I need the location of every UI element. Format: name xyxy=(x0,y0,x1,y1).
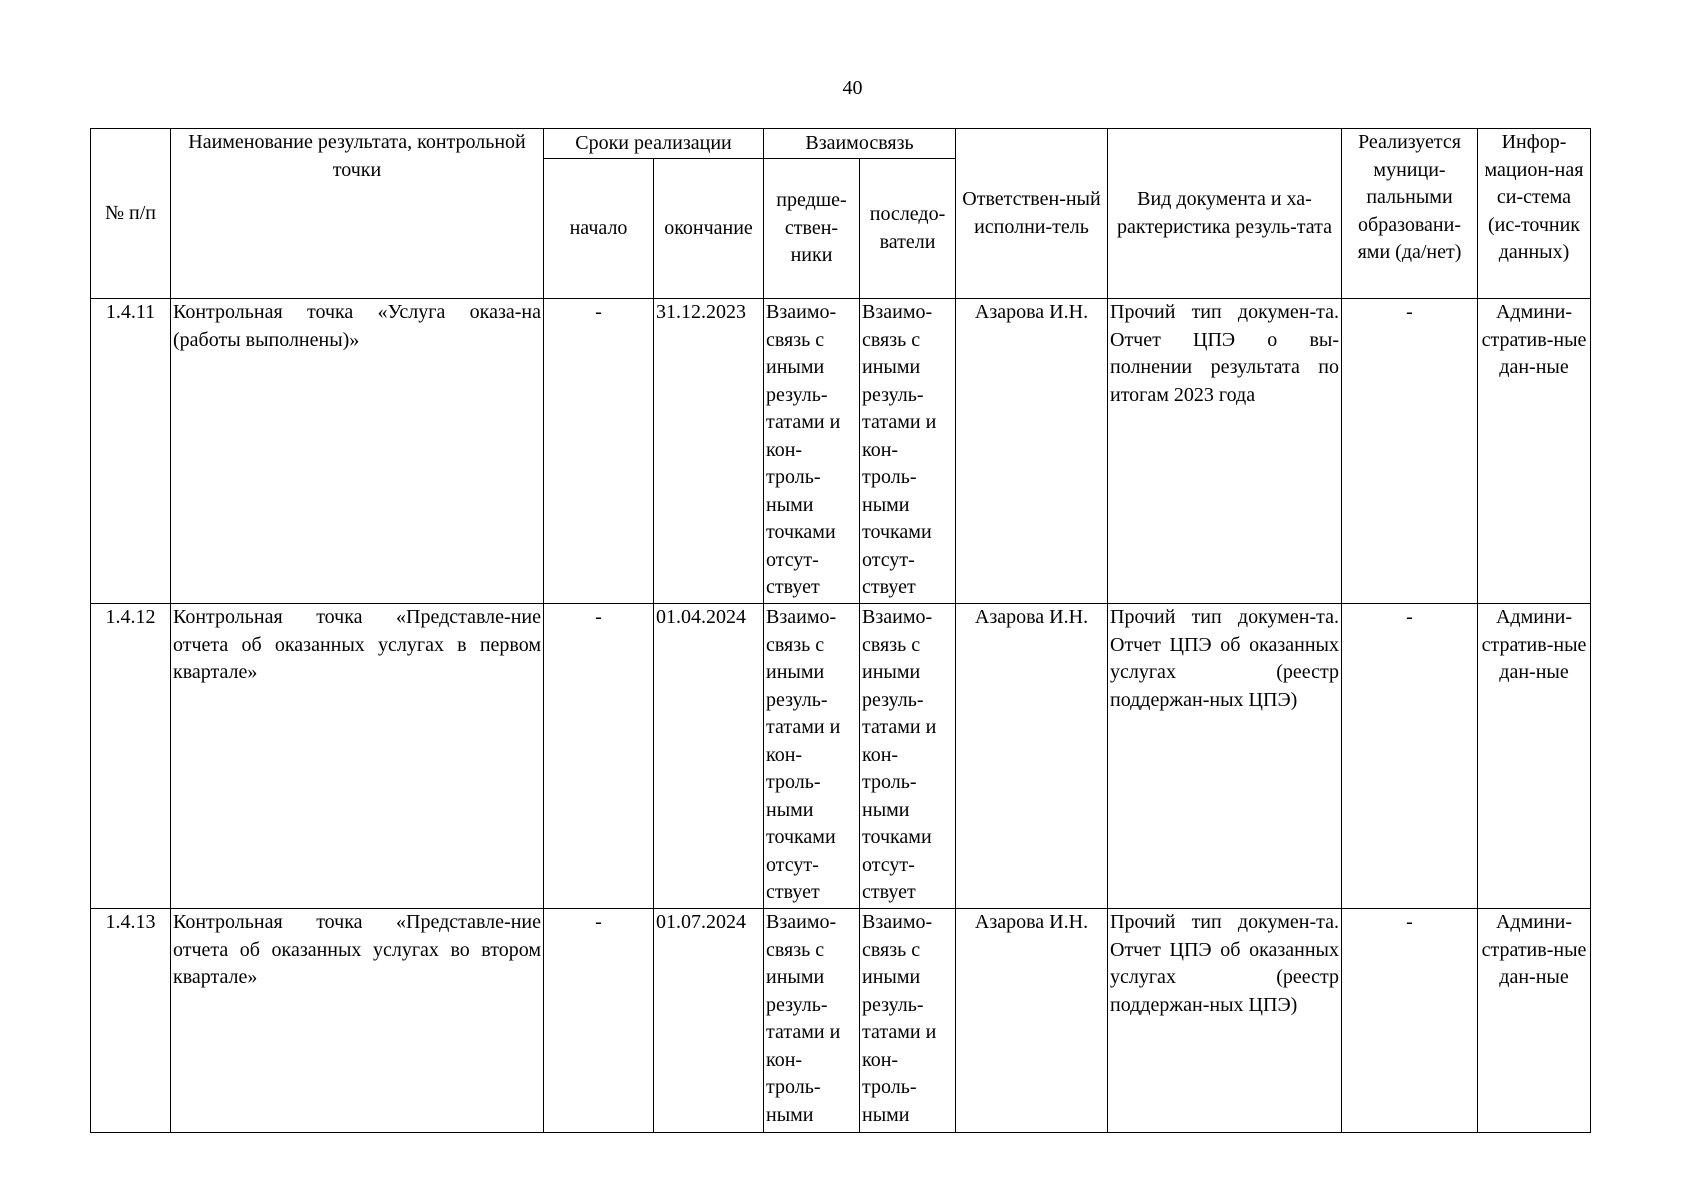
row-predecessors: Взаимо- связь с иными резуль- татами и кон- троль- ными точками отсут- ствует xyxy=(764,299,860,604)
row-successors: Взаимо- связь с иными резуль- татами и кон- троль- ными xyxy=(860,909,956,1133)
row-municipal: - xyxy=(1342,909,1478,1133)
header-num: № п/п xyxy=(91,129,171,299)
plan-table xyxy=(90,128,1591,1133)
row-end: 01.04.2024 xyxy=(654,604,764,909)
row-predecessors: Взаимо- связь с иными резуль- татами и кон- троль- ными точками отсут- ствует xyxy=(764,604,860,909)
row-start: - xyxy=(544,299,654,604)
row-predecessors: Взаимо- связь с иными резуль- татами и кон- троль- ными xyxy=(764,909,860,1133)
header-successors: последо-ватели xyxy=(860,159,956,299)
header-end: окончание xyxy=(654,159,764,299)
row-end: 01.07.2024 xyxy=(654,909,764,1133)
row-start: - xyxy=(544,909,654,1133)
row-info-system: Админи-стратив-ные дан-ные xyxy=(1478,909,1591,1133)
table-row xyxy=(91,909,1591,1133)
row-start: - xyxy=(544,604,654,909)
row-num: 1.4.12 xyxy=(91,604,171,909)
row-doc-type: Прочий тип докумен-та. Отчет ЦПЭ об оказанных услугах (реестр поддержан-ных ЦПЭ) xyxy=(1108,604,1342,909)
row-responsible: Азарова И.Н. xyxy=(956,299,1108,604)
table-row xyxy=(91,604,1591,909)
row-end: 31.12.2023 xyxy=(654,299,764,604)
header-municipal: Реализуется муници-пальными образовани-ями (да/нет) xyxy=(1342,129,1478,299)
row-municipal: - xyxy=(1342,604,1478,909)
row-doc-type: Прочий тип докумен-та. Отчет ЦПЭ об оказанных услугах (реестр поддержан-ных ЦПЭ) xyxy=(1108,909,1342,1133)
header-info-system: Инфор-мацион-ная си-стема (ис-точник данных) xyxy=(1478,129,1591,299)
row-successors: Взаимо- связь с иными резуль- татами и кон- троль- ными точками отсут- ствует xyxy=(860,604,956,909)
row-info-system: Админи-стратив-ные дан-ные xyxy=(1478,299,1591,604)
row-municipal: - xyxy=(1342,299,1478,604)
page-number: 40 xyxy=(842,77,863,99)
header-name: Наименование результата, контрольной точки xyxy=(171,129,544,299)
row-doc-type: Прочий тип докумен-та. Отчет ЦПЭ о вы-полнении результата по итогам 2023 года xyxy=(1108,299,1342,604)
row-num: 1.4.13 xyxy=(91,909,171,1133)
row-responsible: Азарова И.Н. xyxy=(956,909,1108,1133)
row-info-system: Админи-стратив-ные дан-ные xyxy=(1478,604,1591,909)
header-relation: Взаимосвязь xyxy=(764,129,956,159)
header-start: начало xyxy=(544,159,654,299)
header-terms: Сроки реализации xyxy=(544,129,764,159)
row-num: 1.4.11 xyxy=(91,299,171,604)
header-predecessors: предше-ствен-ники xyxy=(764,159,860,299)
table-header xyxy=(91,129,1591,299)
header-responsible: Ответствен-ный исполни-тель xyxy=(956,129,1108,299)
row-name: Контрольная точка «Представле-ние отчета об оказанных услугах в первом квартале» xyxy=(171,604,544,909)
row-name: Контрольная точка «Представле-ние отчета об оказанных услугах во втором квартале» xyxy=(171,909,544,1133)
row-responsible: Азарова И.Н. xyxy=(956,604,1108,909)
row-name: Контрольная точка «Услуга оказа-на (работы выполнены)» xyxy=(171,299,544,604)
table-row xyxy=(91,299,1591,604)
row-successors: Взаимо- связь с иными резуль- татами и кон- троль- ными точками отсут- ствует xyxy=(860,299,956,604)
header-doc-type: Вид документа и ха-рактеристика резуль-тата xyxy=(1108,129,1342,299)
